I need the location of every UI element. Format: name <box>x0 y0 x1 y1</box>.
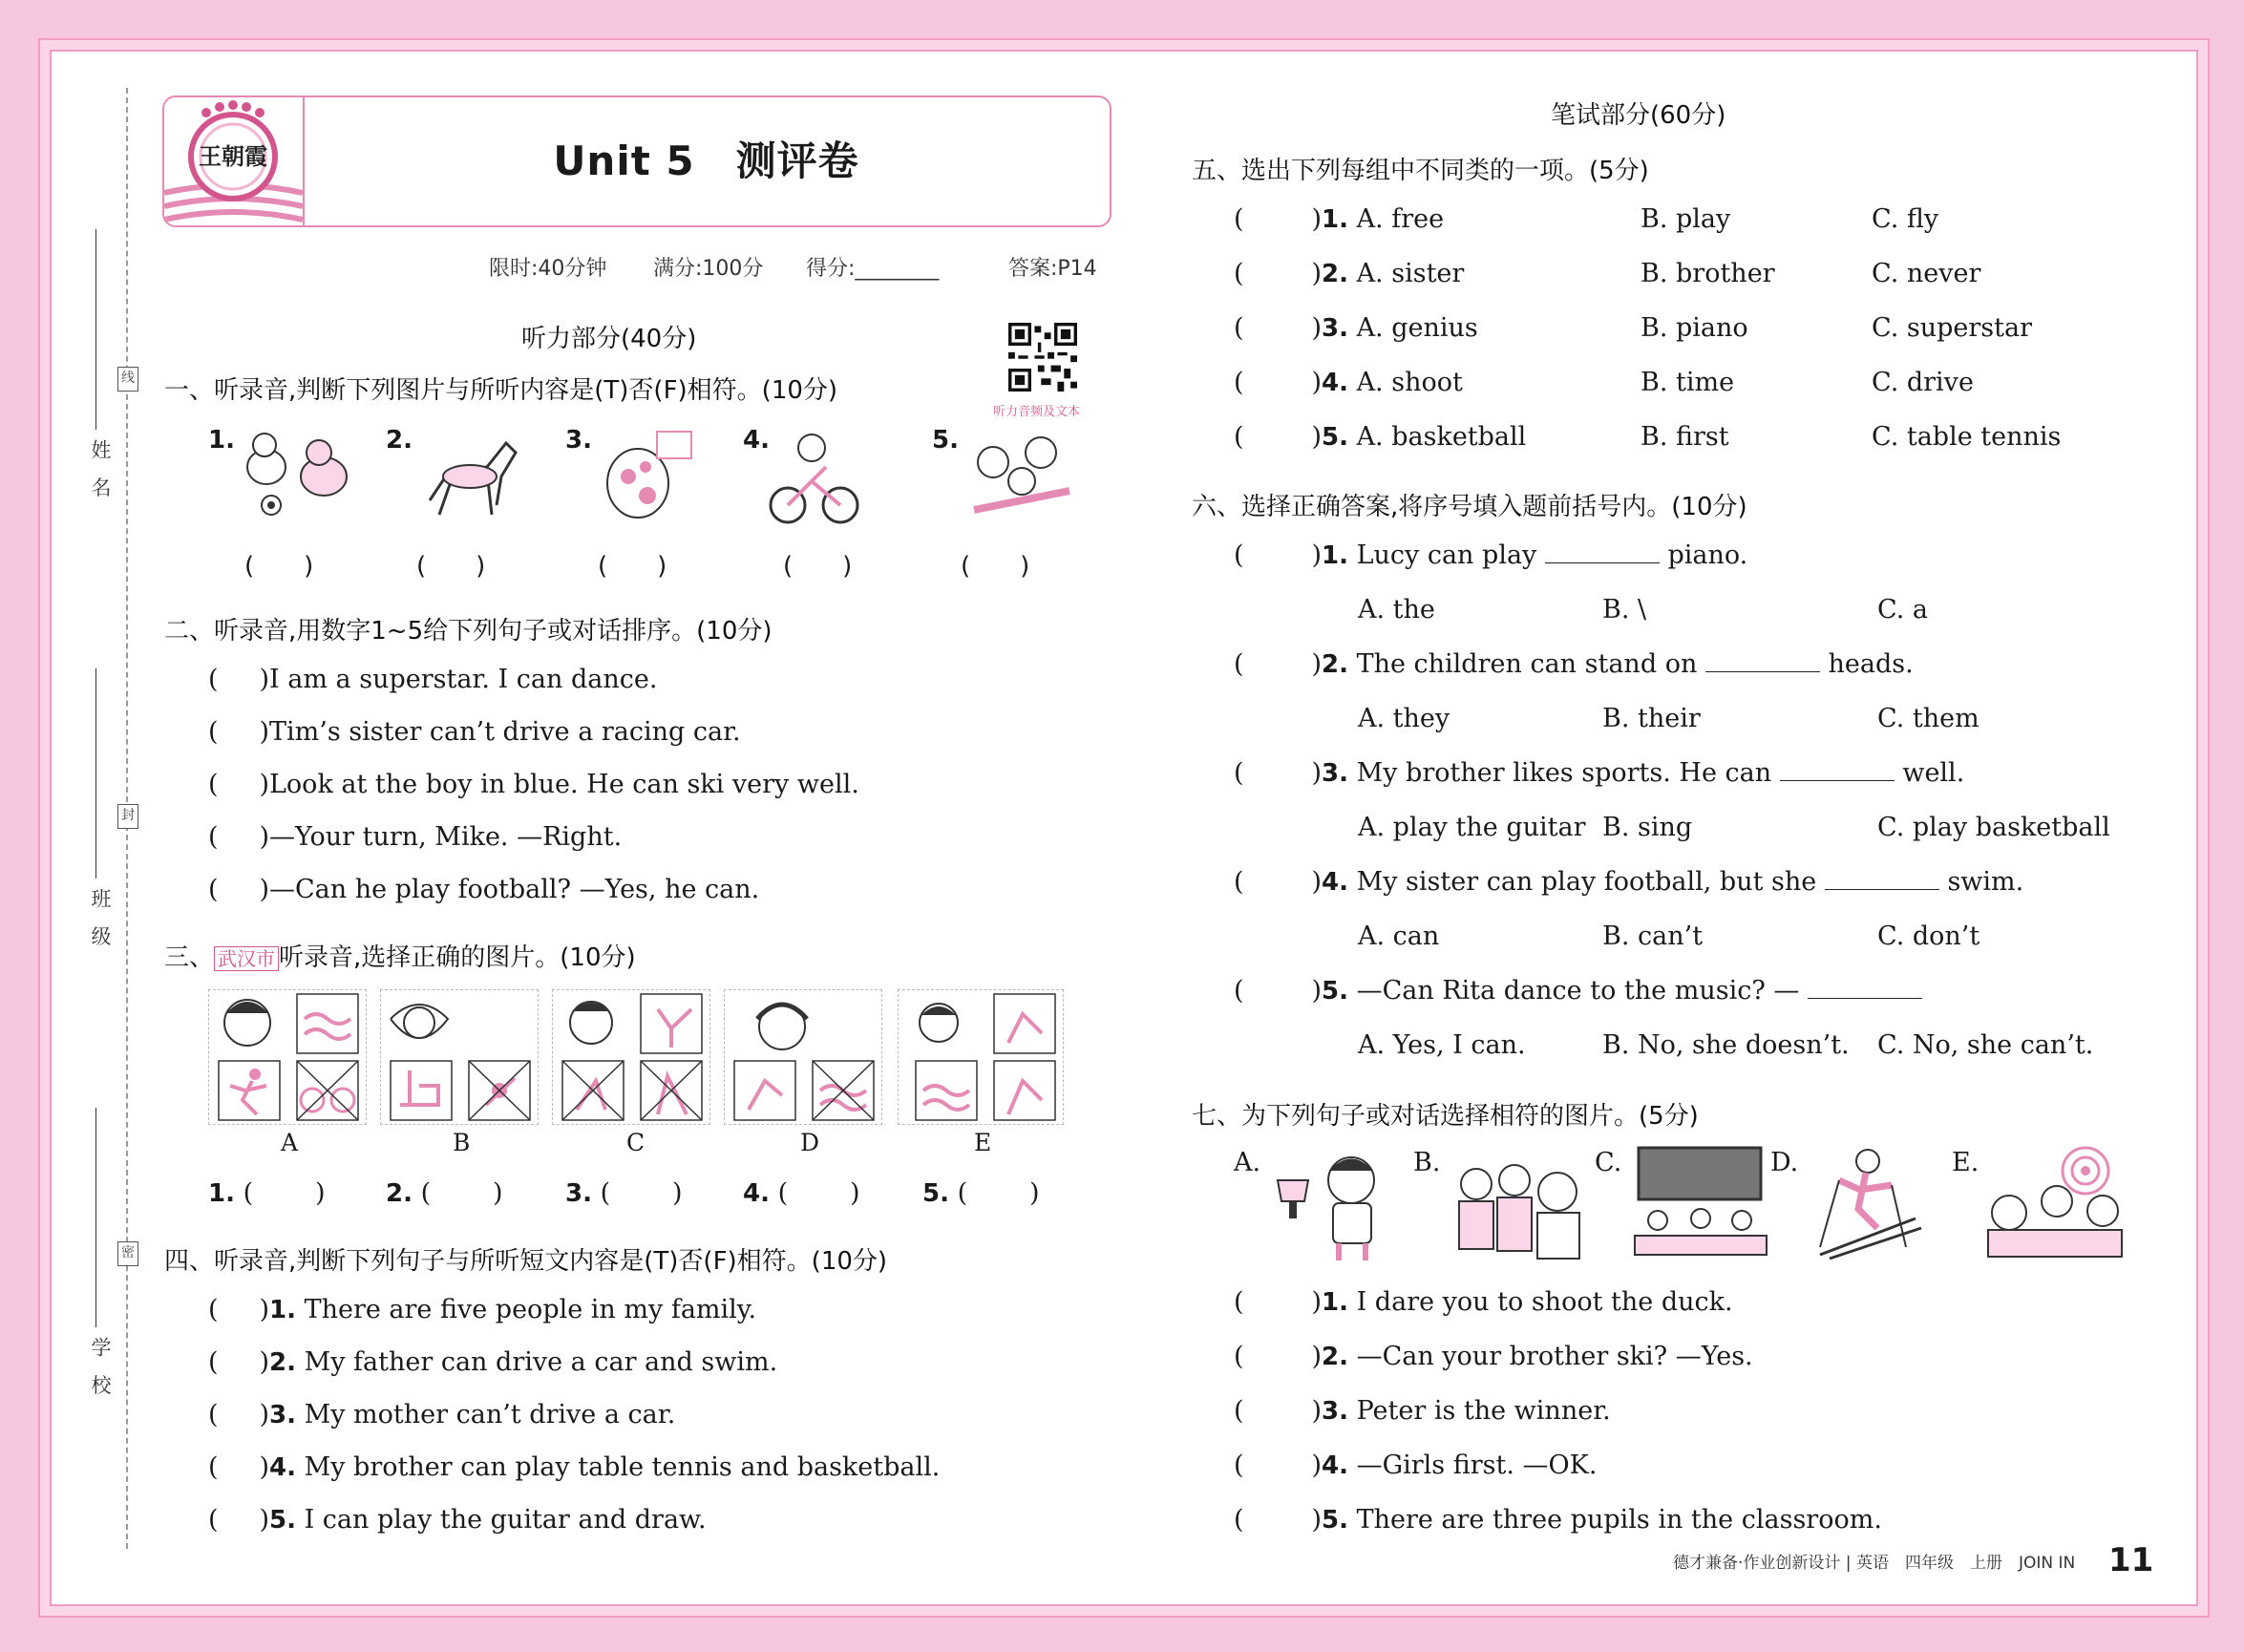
q5-option-c: C. drive <box>1872 368 1974 397</box>
writing-title: 笔试部分(60分) <box>1551 101 1726 130</box>
q6-item-5[interactable]: ( )5. —Can Rita dance to the music? — <box>1234 976 1922 1006</box>
q6-option-c: C. don’t <box>1877 921 1980 951</box>
footer-text: 德才兼备·作业创新设计 | 英语 四年级 上册 JOIN IN <box>1673 1554 2076 1573</box>
q1-answer-3[interactable]: ( ) <box>598 552 667 581</box>
q1-pic-bike <box>764 424 859 529</box>
q3-answer-1[interactable]: 1. ( ) <box>208 1178 326 1208</box>
logo-text: 王朝霞 <box>199 142 267 170</box>
answer-paren[interactable] <box>1234 204 1322 234</box>
q5-option-b: B. time <box>1641 368 1735 397</box>
listening-title: 听力部分(40分) <box>521 325 697 353</box>
q1-pic-band <box>955 424 1089 525</box>
q3-card-a <box>208 989 367 1125</box>
q2-heading: 二、听录音,用数字1~5给下列句子或对话排序。(10分) <box>164 617 773 646</box>
class-field[interactable] <box>95 668 96 879</box>
q6-option-b: B. No, she doesn’t. <box>1602 1030 1850 1060</box>
q5-item-5[interactable]: ( )5. A. basketball <box>1234 422 1526 452</box>
qr-caption: 听力音频及文本 <box>993 405 1081 419</box>
fill-blank[interactable] <box>1808 977 1922 999</box>
q7-label-c: C. <box>1595 1148 1622 1177</box>
q3-card-b <box>380 989 539 1125</box>
q2-item-2[interactable]: ( )Tim’s sister can’t drive a racing car. <box>208 717 741 747</box>
answer-ref: 答案:P14 <box>1008 257 1097 281</box>
q4-heading: 四、听录音,判断下列句子与所听短文内容是(T)否(F)相符。(10分) <box>164 1247 888 1276</box>
answer-paren[interactable] <box>1234 1396 1322 1426</box>
answer-paren[interactable] <box>208 1295 269 1324</box>
q5-option-c: C. superstar <box>1872 313 2032 343</box>
fill-blank[interactable] <box>1825 868 1939 890</box>
answer-paren[interactable] <box>1234 1287 1322 1317</box>
logo <box>164 97 305 225</box>
class-label: 班 级 <box>89 888 112 952</box>
q6-item-1[interactable]: ( )1. Lucy can play piano. <box>1234 540 1747 570</box>
name-field[interactable] <box>95 229 96 430</box>
answer-paren[interactable] <box>208 1347 269 1377</box>
q3-heading: 三、 武汉市 听录音,选择正确的图片。(10分) <box>164 943 636 972</box>
q5-option-c: C. table tennis <box>1872 422 2062 452</box>
answer-paren[interactable] <box>208 1452 269 1482</box>
q1-answer-5[interactable]: ( ) <box>961 552 1030 581</box>
q2-item-5[interactable]: ( )—Can he play football? —Yes, he can. <box>208 875 759 904</box>
q5-option-b: B. play <box>1641 204 1731 234</box>
answer-paren[interactable] <box>1234 1342 1322 1371</box>
q1-heading: 一、听录音,判断下列图片与所听内容是(T)否(F)相符。(10分) <box>164 376 838 405</box>
q7-item-4[interactable]: ( )4. —Girls first. —OK. <box>1234 1451 1597 1480</box>
q7-item-1[interactable]: ( )1. I dare you to shoot the duck. <box>1234 1287 1733 1317</box>
q5-option-c: C. fly <box>1872 204 1939 234</box>
q1-pic-cow <box>590 424 695 525</box>
q3-answer-5[interactable]: 5. ( ) <box>922 1178 1040 1208</box>
page-number: 11 <box>2108 1541 2154 1579</box>
qr-code-icon[interactable] <box>1008 323 1077 392</box>
answer-paren[interactable] <box>1234 259 1322 288</box>
answer-paren[interactable] <box>1234 1505 1322 1535</box>
q6-option-b: B. \ <box>1602 595 1647 625</box>
q7-label-a: A. <box>1234 1148 1261 1177</box>
q3-label-c: C <box>626 1129 646 1156</box>
q7-pic-skier <box>1801 1142 1925 1260</box>
q2-item-3[interactable]: ( )Look at the boy in blue. He can ski very well. <box>208 770 859 799</box>
q5-item-2[interactable]: ( )2. A. sister <box>1234 259 1464 288</box>
q4-item-3[interactable]: ( )3. My mother can’t drive a car. <box>208 1400 675 1430</box>
q3-label-e: E <box>974 1129 992 1156</box>
q3-answer-4[interactable]: 4. ( ) <box>743 1178 860 1208</box>
q7-label-e: E. <box>1952 1148 1979 1177</box>
q1-num-2: 2. <box>386 426 413 455</box>
q2-item-4[interactable]: ( )—Your turn, Mike. —Right. <box>208 822 622 852</box>
q3-card-c <box>552 989 710 1125</box>
q3-answer-2[interactable]: 2. ( ) <box>386 1178 503 1208</box>
answer-paren[interactable] <box>1234 867 1322 897</box>
q6-item-2[interactable]: ( )2. The children can stand on heads. <box>1234 649 1914 679</box>
q4-item-1[interactable]: ( )1. There are five people in my family. <box>208 1295 756 1324</box>
answer-paren[interactable] <box>208 717 269 747</box>
q3-card-d <box>724 989 882 1125</box>
name-label: 姓 名 <box>89 439 112 503</box>
q7-pic-shooting <box>1980 1142 2129 1260</box>
q6-option-a: A. the <box>1358 595 1435 625</box>
seal-seal: 封 <box>117 804 138 829</box>
q1-num-5: 5. <box>932 426 959 455</box>
answer-paren[interactable] <box>208 770 269 799</box>
q6-option-a: A. play the guitar <box>1358 813 1586 842</box>
q6-option-a: A. they <box>1358 704 1450 733</box>
answer-paren[interactable] <box>1234 313 1322 343</box>
answer-paren[interactable] <box>208 875 269 904</box>
q6-option-b: B. their <box>1602 704 1701 733</box>
answer-paren[interactable] <box>208 822 269 852</box>
q7-item-3[interactable]: ( )3. Peter is the winner. <box>1234 1396 1611 1426</box>
answer-paren[interactable] <box>1234 540 1322 570</box>
answer-paren[interactable] <box>1234 976 1322 1006</box>
q7-pic-girls <box>1448 1155 1591 1262</box>
fill-blank[interactable] <box>1705 650 1820 672</box>
q5-item-4[interactable]: ( )4. A. shoot <box>1234 368 1463 397</box>
q7-item-2[interactable]: ( )2. —Can your brother ski? —Yes. <box>1234 1342 1753 1371</box>
q3-label-a: A <box>281 1129 299 1156</box>
answer-paren[interactable] <box>1234 758 1322 788</box>
q6-option-c: C. play basketball <box>1877 813 2110 842</box>
q7-heading: 七、为下列句子或对话选择相符的图片。(5分) <box>1192 1102 1699 1131</box>
page-title: Unit 5 测评卷 <box>553 138 859 184</box>
q3-label-d: D <box>800 1129 820 1156</box>
score-field[interactable]: 得分:________ <box>806 257 940 281</box>
answer-paren[interactable] <box>1234 1451 1322 1480</box>
q5-item-1[interactable]: ( )1. A. free <box>1234 204 1444 234</box>
q1-num-4: 4. <box>743 426 770 455</box>
q3-label-b: B <box>453 1129 471 1156</box>
q7-pic-trophy-boy <box>1270 1142 1394 1260</box>
q6-item-3[interactable]: ( )3. My brother likes sports. He can well. <box>1234 758 1964 788</box>
q6-option-c: C. No, she can’t. <box>1877 1030 2094 1060</box>
q6-option-a: A. Yes, I can. <box>1358 1030 1526 1060</box>
answer-paren[interactable] <box>208 1400 269 1430</box>
q6-option-c: C. them <box>1877 704 1979 733</box>
seal-line: 线 <box>117 367 138 392</box>
q5-item-3[interactable]: ( )3. A. genius <box>1234 313 1478 343</box>
q5-option-c: C. never <box>1872 259 1981 288</box>
q3-answer-3[interactable]: 3. ( ) <box>565 1178 683 1208</box>
q4-item-2[interactable]: ( )2. My father can drive a car and swim. <box>208 1347 777 1377</box>
q1-num-1: 1. <box>208 426 235 455</box>
q7-label-b: B. <box>1413 1148 1441 1177</box>
q6-option-c: C. a <box>1877 595 1928 625</box>
q6-option-b: B. can’t <box>1602 921 1704 951</box>
q1-pic-horse <box>411 424 525 525</box>
seal-secret: 密 <box>117 1241 138 1266</box>
answer-paren[interactable] <box>1234 368 1322 397</box>
time-limit: 限时:40分钟 <box>489 257 607 281</box>
q1-answer-4[interactable]: ( ) <box>783 552 853 581</box>
q6-item-4[interactable]: ( )4. My sister can play football, but she swim. <box>1234 867 2023 897</box>
q6-option-a: A. can <box>1358 921 1440 951</box>
q3-card-e <box>898 989 1064 1125</box>
q5-option-b: B. brother <box>1641 259 1775 288</box>
q1-answer-1[interactable]: ( ) <box>244 552 314 581</box>
full-score: 满分:100分 <box>653 257 764 281</box>
school-field[interactable] <box>95 1108 96 1327</box>
answer-paren[interactable] <box>208 1505 269 1535</box>
q1-pic-duck-football <box>233 424 357 519</box>
answer-paren[interactable] <box>1234 422 1322 452</box>
fill-blank[interactable] <box>1545 541 1660 563</box>
q7-pic-classroom <box>1629 1144 1772 1262</box>
answer-paren[interactable] <box>208 665 269 694</box>
header-box <box>162 95 1111 227</box>
q4-item-5[interactable]: ( )5. I can play the guitar and draw. <box>208 1505 707 1535</box>
q6-option-b: B. sing <box>1602 813 1693 842</box>
school-label: 学 校 <box>89 1337 112 1401</box>
q5-heading: 五、选出下列每组中不同类的一项。(5分) <box>1192 157 1649 185</box>
q1-answer-2[interactable]: ( ) <box>416 552 486 581</box>
fill-blank[interactable] <box>1780 759 1895 781</box>
q4-item-4[interactable]: ( )4. My brother can play table tennis and basketball. <box>208 1452 940 1482</box>
q6-heading: 六、选择正确答案,将序号填入题前括号内。(10分) <box>1192 493 1747 521</box>
q7-item-5[interactable]: ( )5. There are three pupils in the classroom. <box>1234 1505 1882 1535</box>
q1-num-3: 3. <box>565 426 592 455</box>
answer-paren[interactable] <box>1234 649 1322 679</box>
q5-option-b: B. first <box>1641 422 1729 452</box>
q5-option-b: B. piano <box>1641 313 1748 343</box>
region-tag: 武汉市 <box>214 946 279 971</box>
q7-label-d: D. <box>1770 1148 1799 1177</box>
q2-item-1[interactable]: ( )I am a superstar. I can dance. <box>208 665 657 694</box>
